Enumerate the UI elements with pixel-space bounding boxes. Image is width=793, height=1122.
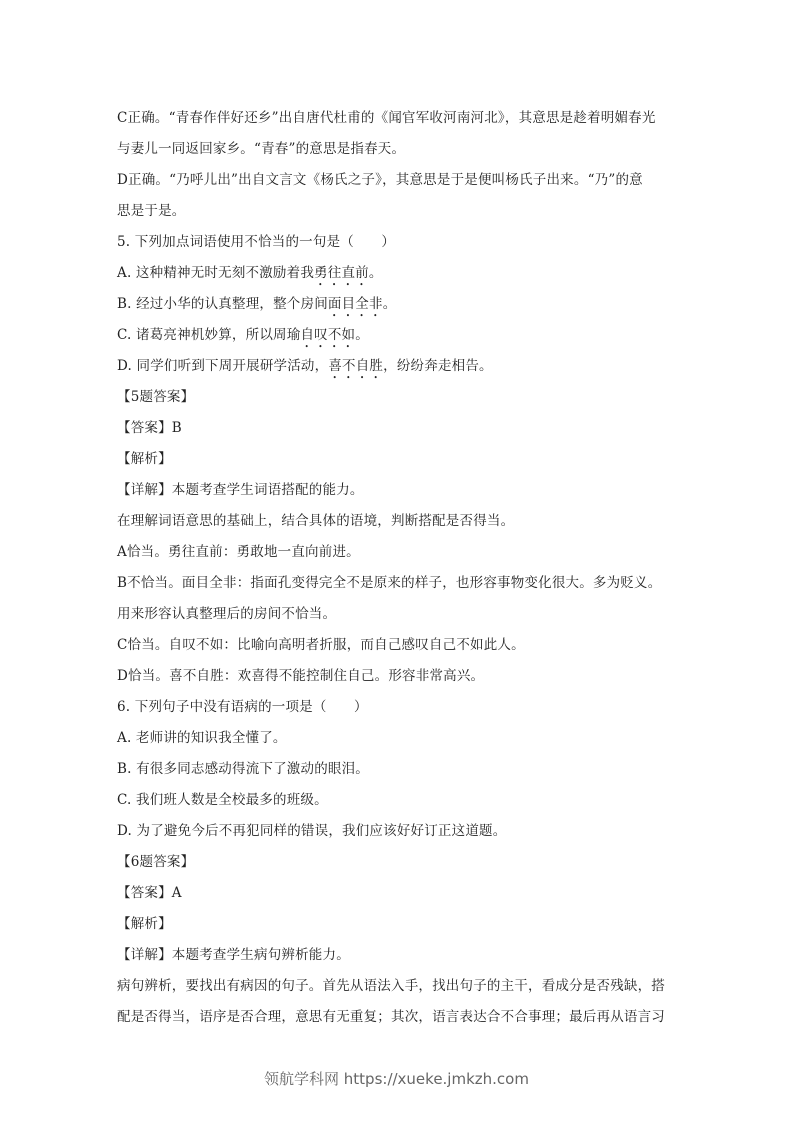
- text-line: C恰当。自叹不如：比喻向高明者折服，而自己感叹自己不如此人。: [117, 637, 525, 653]
- q5-option-c: [117, 320, 687, 351]
- option-text: ，纷纷奔走相告。: [383, 358, 493, 374]
- answer-section: [117, 382, 687, 1033]
- text-line: 配是否得当，语序是否合理，意思有无重复；其次，语言表达合不合事理；最后再从语言习: [117, 1009, 665, 1025]
- text-line: 【答案】A: [117, 885, 182, 901]
- text-line: D正确。“乃呼儿出”出自文言文《杨氏之子》，其意思是于是便叫杨氏子出来。“乃”的意: [117, 172, 643, 188]
- text-line: 在理解词语意思的基础上，结合具体的语境，判断搭配是否得当。: [117, 513, 515, 529]
- text-line: 思是于是。: [117, 203, 186, 219]
- option-text: B. 经过小华的认真整理，整个房间: [117, 296, 328, 312]
- text-line: D. 为了避免今后不再犯同样的错误，我们应该好好订正这道题。: [117, 823, 507, 839]
- q5-option-a: [117, 258, 687, 289]
- option-text: 。: [355, 327, 369, 343]
- q5-option-d: [117, 351, 687, 382]
- text-line: B不恰当。面目全非：指面孔变得完全不是原来的样子，也形容事物变化很大。多为贬义。: [117, 575, 662, 591]
- question-5-stem: 5. 下列加点词语使用不恰当的一句是（ ）: [117, 234, 396, 250]
- option-text: C. 诸葛亮神机妙算，所以周瑜: [117, 327, 301, 343]
- document-body: [117, 103, 687, 1033]
- text-line: C正确。“青春作伴好还乡”出自唐代杜甫的《闻官军收河南河北》，其意思是趁着明媚春光: [117, 110, 656, 126]
- text-line: 【解析】: [117, 916, 172, 932]
- option-text: A. 这种精神无时无刻不激励着我: [117, 265, 315, 281]
- option-text: D. 同学们听到下周开展研学活动，: [117, 358, 329, 374]
- text-line: A恰当。勇往直前：勇敢地一直向前进。: [117, 544, 360, 560]
- text-line: 【详解】本题考查学生病句辨析能力。: [117, 947, 350, 963]
- text-line: B. 有很多同志感动得流下了激动的眼泪。: [117, 761, 370, 777]
- text-line: 6. 下列句子中没有语病的一项是（ ）: [117, 699, 368, 715]
- text-line: 【详解】本题考查学生词语搭配的能力。: [117, 482, 364, 498]
- dotted-word: 面目全非: [327, 296, 383, 312]
- text-line: A. 老师讲的知识我全懂了。: [117, 730, 287, 746]
- text-line: 用来形容认真整理后的房间不恰当。: [117, 606, 337, 622]
- dotted-word: 自叹不如: [300, 327, 356, 343]
- option-text: 。: [382, 296, 397, 312]
- text-line: 与妻儿一同返回家乡。“青春”的意思是指春天。: [117, 141, 406, 157]
- text-line: D恰当。喜不自胜：欢喜得不能控制住自己。形容非常高兴。: [117, 668, 485, 684]
- footer-watermark: 领航学科网 https://xueke.jmkzh.com: [264, 1070, 529, 1088]
- text-line: 【答案】B: [117, 420, 182, 436]
- text-line: 【5题答案】: [117, 389, 195, 405]
- text-line: C. 我们班人数是全校最多的班级。: [117, 792, 328, 808]
- dotted-word: 勇往直前: [314, 265, 369, 281]
- q5-option-b: [117, 289, 687, 320]
- text-line: 【6题答案】: [117, 854, 195, 870]
- option-text: 。: [368, 265, 383, 281]
- text-line: 病句辨析，要找出有病因的句子。首先从语法入手，找出句子的主干，看成分是否残缺，搭: [117, 978, 665, 994]
- text-line: 【解析】: [117, 451, 172, 467]
- dotted-word: 喜不自胜: [328, 358, 384, 374]
